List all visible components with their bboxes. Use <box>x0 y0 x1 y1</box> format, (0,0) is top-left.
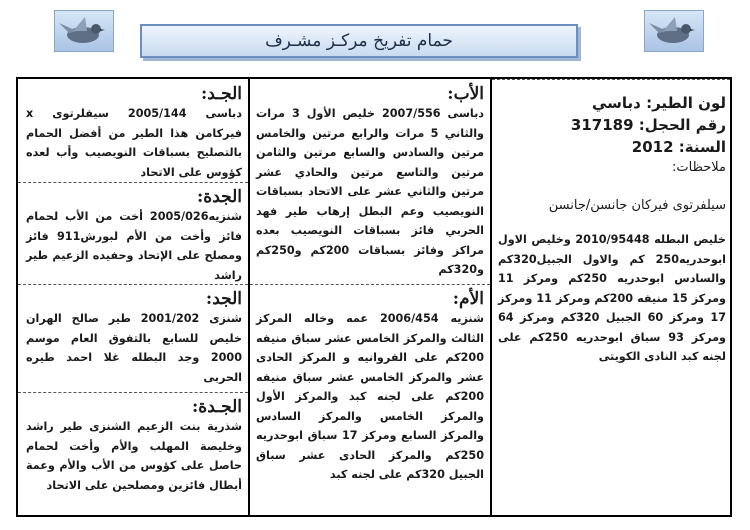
pedigree-sheet <box>16 77 732 517</box>
grandfather-maternal-cell <box>20 286 248 392</box>
grandmother-maternal-label: الجـدة: <box>192 397 242 417</box>
grandmother-paternal-text: شنزيه2005/026 أخت من الأب لحمام فائز وأخت من الأم لبورش911 فائز ومصلح على الإتحاد وحفيده الزعيم طير راشد <box>26 210 242 282</box>
grandmother-maternal-cell <box>20 394 248 514</box>
pigeon-image-left <box>54 10 114 52</box>
bird-color: لون الطير: دباسي <box>591 94 726 112</box>
grandmother-maternal-text: شذرية بنت الزعيم الشنزى طير راشد وخليصة المهلب والأم وأخت لحمام حاصل على كؤوس من الأب والأم وعمة أبطال فائزين ومصلحين على الاتحاد <box>26 420 242 492</box>
row-divider <box>18 182 248 183</box>
pigeon-image-right <box>644 10 704 52</box>
pigeon-icon <box>645 11 703 51</box>
pigeon-icon <box>55 11 113 51</box>
grandfather-maternal-label: الجد: <box>205 289 242 309</box>
mother-text: شنزيه 2006/454 عمه وخاله المركز الثالث والمركز الخامس عشر سباق منيفه 200كم على الفروانيه و المركز الحادى عشر والمركز الخامس عشر سباق منيفه 200كم على لجنه كبد والمركز الأول والمركز الخامس والمركز السادس والمركز السابع ومركز 17 سباق ابوحدريه 250كم والمركز الحادى عشر سباق الجبيل 320كم على لجنه كبد <box>256 312 485 481</box>
father-cell <box>250 81 490 284</box>
father-text: دباسى 2007/556 خليص الأول 3 مرات والثاني 5 مرات والرابع مرتين والخامس مرتين والسادس والسابع مرتين والثامن مرتين والتاسع مرتين والحادي عشر مرتين والثاني عشر على الاتحاد بسباقات النويصيب وعم البطل إرهاب طير فهد الحربي فائز بسباقات النويصيب بعده مراكز وفائز بسباقات 200كم و250كم و320كم <box>256 107 485 276</box>
bird-ring: رقم الحجل: 317189 <box>570 116 726 134</box>
grandfather-maternal-text: شنزى 2001/202 طير صالح الهران خليص للسابع بالتفوق العام موسم 2000 وجد البطله غلا احمد طيره الحربى <box>26 312 242 384</box>
mother-label: الأم: <box>452 289 484 309</box>
mother-cell <box>250 286 490 516</box>
father-label: الأب: <box>447 84 484 104</box>
bird-info <box>492 89 732 509</box>
bird-year: السنة: 2012 <box>631 138 726 156</box>
notes-label: ملاحظات: <box>672 160 726 175</box>
grandfather-paternal-label: الجـد: <box>200 84 242 104</box>
grandmother-paternal-label: الجدة: <box>197 187 242 207</box>
bird-strain: سيلفرتوى فيركان جانسن/جانسن <box>548 198 726 213</box>
row-divider <box>250 284 490 285</box>
title-banner <box>140 24 578 58</box>
row-divider <box>18 392 248 393</box>
page-title: حمام تفريخ مركـز مشـرف <box>265 31 453 51</box>
grandfather-paternal-cell <box>20 81 248 182</box>
grandmother-paternal-cell <box>20 184 248 284</box>
bird-achievements: خليص البطله 2010/95448 وخليص الاول ابوحدريه250 كم والاول الجبيل320كم والسادس ابوحدريه 250كم ومركز 11 ومركز 15 منيفه 200كم ومركز 11 ومركز 17 ومركز 60 الجبيل 320كم ومركز 64 ومركز 93 سباق ابوحدريه 250كم على لجنه كبد النادى الكويتى <box>498 233 727 363</box>
grandfather-paternal-text: دباسى 2005/144 سيفلرتوى x فيركامن هذا الطير من أفضل الحمام بالتصليح بسباقات النويصيب وأب لعده كؤوس على الاتحاد <box>26 107 243 179</box>
